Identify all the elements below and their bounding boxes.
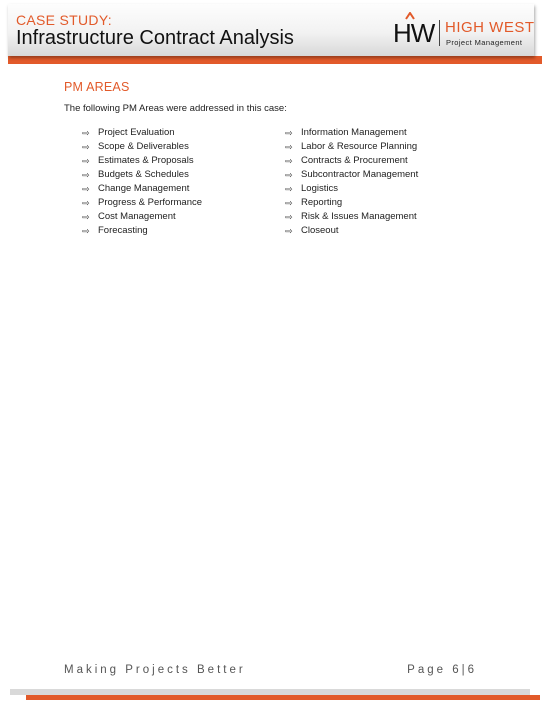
pm-areas-left-list (82, 126, 202, 238)
arrow-right-icon: ⇨ (285, 170, 293, 180)
list-item (82, 168, 202, 182)
list-item-label: Forecasting (98, 225, 148, 236)
list-item (82, 154, 202, 168)
list-item-label: Closeout (301, 225, 339, 236)
logo-mark: HW (393, 18, 435, 48)
list-item (285, 182, 418, 196)
list-item (82, 182, 202, 196)
list-item-label: Information Management (301, 127, 407, 138)
list-item-label: Reporting (301, 197, 343, 208)
logo-brand: HIGH WEST (445, 19, 535, 36)
arrow-right-icon: ⇨ (82, 156, 90, 166)
list-item-label: Change Management (98, 183, 190, 194)
list-item (82, 140, 202, 154)
logo-divider (439, 20, 440, 46)
footer-tagline: Making Projects Better (64, 664, 246, 676)
list-item (285, 196, 418, 210)
arrow-right-icon: ⇨ (82, 198, 90, 208)
section-intro: The following PM Areas were addressed in this case: (64, 103, 287, 114)
arrow-right-icon: ⇨ (82, 226, 90, 236)
list-item-label: Scope & Deliverables (98, 141, 189, 152)
list-item-label: Subcontractor Management (301, 169, 419, 180)
list-item (285, 126, 418, 140)
list-item (285, 140, 418, 154)
header-kicker: CASE STUDY: (16, 12, 112, 28)
list-item (285, 168, 418, 182)
arrow-right-icon: ⇨ (285, 212, 293, 222)
list-item (285, 154, 418, 168)
section-title: PM AREAS (64, 80, 130, 94)
arrow-right-icon: ⇨ (82, 128, 90, 138)
arrow-right-icon: ⇨ (285, 184, 293, 194)
arrow-right-icon: ⇨ (285, 142, 293, 152)
arrow-right-icon: ⇨ (285, 156, 293, 166)
list-item-label: Cost Management (98, 211, 176, 222)
arrow-right-icon: ⇨ (82, 184, 90, 194)
arrow-right-icon: ⇨ (82, 212, 90, 222)
list-item (82, 126, 202, 140)
list-item-label: Estimates & Proposals (98, 155, 194, 166)
page-number: Page 6|6 (407, 664, 477, 676)
arrow-right-icon: ⇨ (285, 198, 293, 208)
list-item-label: Progress & Performance (98, 197, 203, 208)
company-logo (393, 12, 535, 52)
list-item-label: Risk & Issues Management (301, 211, 417, 222)
list-item (82, 196, 202, 210)
pm-areas-right-list (285, 126, 418, 238)
arrow-right-icon: ⇨ (82, 142, 90, 152)
list-item-label: Contracts & Procurement (301, 155, 408, 166)
arrow-right-icon: ⇨ (82, 170, 90, 180)
header-orange-bar (8, 56, 542, 64)
list-item-label: Logistics (301, 183, 338, 194)
document-title: Infrastructure Contract Analysis (16, 27, 294, 49)
arrow-right-icon: ⇨ (285, 128, 293, 138)
list-item (285, 224, 418, 238)
list-item-label: Labor & Resource Planning (301, 141, 418, 152)
list-item-label: Project Evaluation (98, 127, 175, 138)
list-item (82, 224, 202, 238)
list-item (285, 210, 418, 224)
list-item (82, 210, 202, 224)
arrow-right-icon: ⇨ (285, 226, 293, 236)
list-item-label: Budgets & Schedules (98, 169, 189, 180)
logo-subtitle: Project Management (446, 38, 523, 47)
footer-orange-bar (26, 695, 540, 700)
